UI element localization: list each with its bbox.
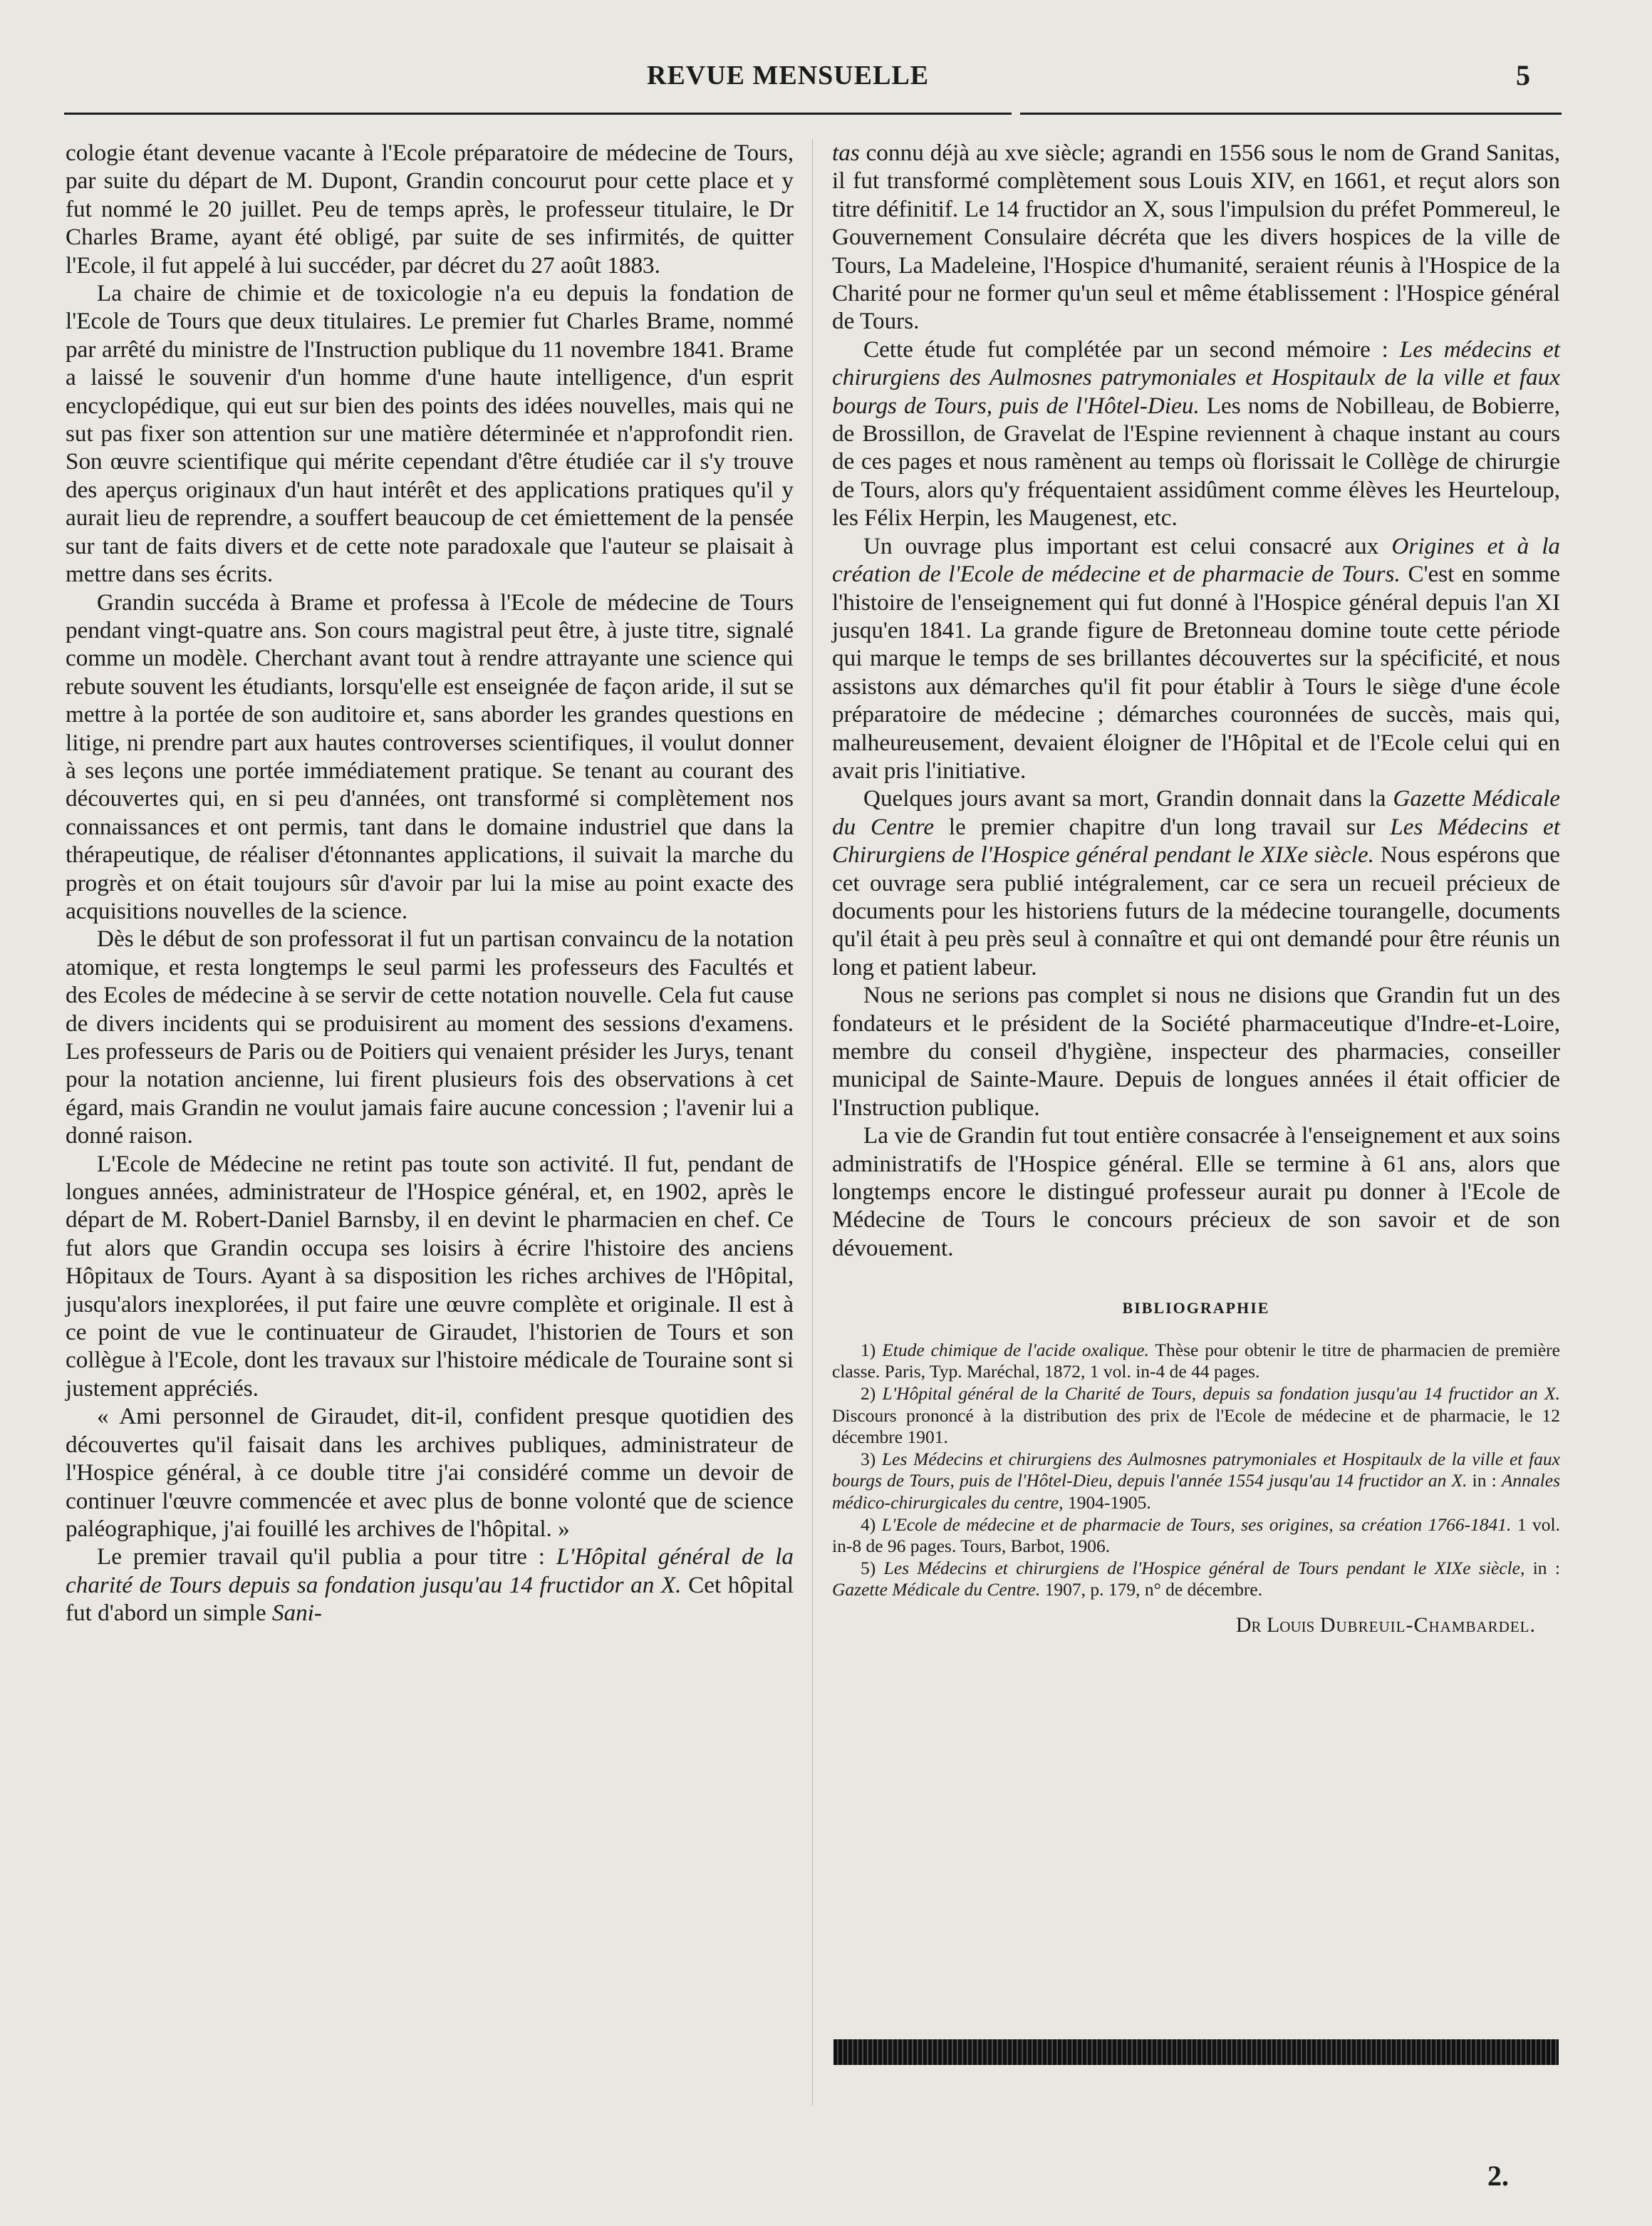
- journal-title: REVUE MENSUELLE: [647, 61, 930, 90]
- entry-number: 2): [861, 1383, 883, 1404]
- entry-title: L'Hôpital général de la Charité de Tours, depuis sa fondation jusqu'au 14 fructidor an X.: [882, 1383, 1560, 1404]
- bibliography-entry: [832, 1340, 1560, 1383]
- entry-source: Annales médico-chirurgicales du centre,: [832, 1470, 1560, 1513]
- author-prefix: Dr Louis: [1235, 1612, 1320, 1637]
- entry-text: in :: [1524, 1557, 1560, 1578]
- bibliography-entry: [832, 1449, 1560, 1514]
- text-run: Cette étude fut complétée par un second mémoire :: [863, 336, 1400, 363]
- paragraph: « Ami personnel de Giraudet, dit-il, confident presque quotidien des découvertes qu'il faisait dans les archives publiques, administrateur de l'Hospice général, à ce double titre j'ai considéré comme un devoir de continuer l'œuvre commencée et avec plus de bonne volonté que de science paléographique, j'ai fouillé les archives de l'hôpital. »: [66, 1403, 794, 1542]
- paragraph: [832, 532, 1560, 785]
- text-run: Un ouvrage plus important est celui consacré aux: [863, 532, 1392, 559]
- paragraph: cologie étant devenue vacante à l'Ecole préparatoire de médecine de Tours, par suite du départ de M. Dupont, Grandin concourut pour cette place et y fut nommé le 20 juillet. Peu de temps après, le professeur titulaire, le Dr Charles Brame, ayant été obligé, par suite de ses infirmités, de quitter l'Ecole, il fut appelé à lui succéder, par décret du 27 août 1883.: [66, 140, 794, 279]
- bibliography-entry: [832, 1383, 1560, 1449]
- paragraph: [66, 1543, 794, 1627]
- entry-text: 1904-1905.: [1063, 1492, 1151, 1513]
- text-run: connu déjà au xve siècle; agrandi en 1556 sous le nom de Grand Sanitas, il fut transformé complètement sous Louis XIV, en 1661, et reçut alors son titre définitif. Le 14 fructidor an X, sous l'impulsion du préfet Pommereul, le Gouvernement Consulaire décréta que les divers hospices de la ville de Tours, La Madeleine, l'Hospice d'humanité, seraient réunis à l'Hospice de la Charité pour ne former qu'un seul et même établissement : l'Hospice général de Tours.: [832, 140, 1560, 335]
- signature-mark: 2.: [1487, 2160, 1509, 2192]
- paragraph: [832, 336, 1560, 532]
- entry-title: L'Ecole de médecine et de pharmacie de Tours, ses origines, sa création 1766-1841.: [881, 1513, 1512, 1535]
- entry-number: 1): [861, 1339, 883, 1360]
- italic-run: Sani-: [271, 1600, 322, 1627]
- author-name: Dubreuil-Chambardel.: [1319, 1612, 1536, 1637]
- entry-title: Etude chimique de l'acide oxalique.: [882, 1339, 1149, 1360]
- text-run: Les noms de Nobilleau, de Bobierre, de Brossillon, de Gravelat de l'Espine reviennent à chaque instant au cours de ces pages et nous ramènent au temps où florissait le Collège de chirurgie de Tours, alors qu'y fréquentaient assidûment comme élèves les Heurteloup, les Félix Herpin, les Maugenest, etc.: [832, 392, 1560, 532]
- text-run: le premier chapitre d'un long travail sur: [934, 813, 1391, 840]
- header-rule-right: [1020, 113, 1562, 115]
- text-run: Nous espérons que cet ouvrage sera publié intégralement, car ce sera un recueil précieux de documents pour les historiens futurs de la médecine tourangelle, documents qu'il était à peu près seul à connaître et qui ont demandé pour être réunis un long et patient labeur.: [832, 842, 1560, 980]
- work-title: Origines et à la création de l'Ecole de médecine et de pharmacie de Tours.: [832, 532, 1561, 588]
- italic-run: tas: [832, 140, 860, 166]
- work-title: L'Hôpital général de la charité de Tours depuis sa fondation jusqu'au 14 fructidor an X.: [66, 1543, 794, 1598]
- paragraph: Grandin succéda à Brame et professa à l'Ecole de médecine de Tours pendant vingt-quatre ans. Son cours magistral peut être, à juste titre, signalé comme un modèle. Cherchant avant tout à rendre attrayante une science qui rebute souvent les étudiants, lorsqu'elle est enseignée de façon aride, il sut se mettre à la portée de son auditoire et, sans aborder les grandes questions en litige, ni prendre part aux hautes controverses scientifiques, il voulut donner à ses leçons une portée immédiatement pratique. Se tenant au courant des découvertes qui, en si peu d'années, ont transformé si complètement nos connaissances et ont permis, tant dans le domaine industriel que dans la thérapeutique, de réaliser d'étonnantes applications, il suivait la marche du progrès et on était toujours sûr d'avoir par lui la mise au point exacte des acquisitions nouvelles de la science.: [66, 589, 794, 924]
- entry-title: Les Médecins et chirurgiens des Aulmosnes patrymoniales et Hospitaulx de la ville et faux bourgs de Tours, puis de l'Hôtel-Dieu, depuis l'année 1554 jusqu'au 14 fructidor an X.: [832, 1448, 1561, 1491]
- column-separator: [812, 139, 813, 2106]
- paragraph: [832, 785, 1560, 981]
- bibliography-entry: [832, 1558, 1560, 1601]
- paragraph: Nous ne serions pas complet si nous ne disions que Grandin fut un des fondateurs et le président de la Société pharmaceutique d'Indre-et-Loire, membre du conseil d'hygiène, inspecteur des pharmacies, conseiller municipal de Sainte-Maure. Depuis de longues années il était officier de l'Instruction publique.: [832, 982, 1560, 1121]
- header-rule-left: [64, 113, 1012, 115]
- paragraph: Dès le début de son professorat il fut un partisan convaincu de la notation atomique, et resta longtemps le seul parmi les professeurs des Facultés et des Ecoles de médecine à se servir de cette notation nouvelle. Cela fut cause de divers incidents qui se produisirent au moment des sessions d'examens. Les professeurs de Paris ou de Poitiers qui venaient présider les Jurys, tenant pour la notation ancienne, lui firent plusieurs fois des observations à cet égard, mais Grandin ne voulut jamais faire aucune concession ; l'avenir lui a donné raison.: [66, 926, 794, 1149]
- entry-text: in :: [1467, 1470, 1502, 1491]
- entry-text: 1907, p. 179, n° de décembre.: [1040, 1579, 1263, 1600]
- bibliography: [832, 1298, 1560, 1601]
- text-run: Le premier travail qu'il publia a pour titre :: [97, 1543, 556, 1570]
- text-run: Quelques jours avant sa mort, Grandin donnait dans la: [863, 785, 1393, 812]
- entry-source: Gazette Médicale du Centre.: [832, 1579, 1041, 1600]
- work-title: Les médecins et chirurgiens des Aulmosnes patrymoniales et Hospitaulx de la ville et faux bourgs de Tours, puis de l'Hôtel-Dieu.: [832, 336, 1560, 419]
- text-run: Cet hôpital fut d'abord un simple: [66, 1571, 794, 1627]
- right-column: [832, 139, 1560, 1639]
- paragraph: La chaire de chimie et de toxicologie n'a eu depuis la fondation de l'Ecole de Tours que deux titulaires. Le premier fut Charles Brame, nommé par arrêté du ministre de l'Instruction publique du 11 novembre 1841. Brame a laissé le souvenir d'un homme d'une haute intelligence, d'un esprit encyclopédique, qui eut sur bien des points des idées nouvelles, mais qui ne sut pas fixer son attention sur une matière déterminée et n'approfondit rien. Son œuvre scientifique qui mérite cependant d'être étudiée car il s'y trouve des aperçus originaux d'un haut intérêt et des applications pratiques qu'il y aurait lieu de reprendre, a souffert beaucoup de cet émiettement de la pensée sur tant de faits divers et de cette note paradoxale que l'auteur se plaisait à mettre dans ses écrits.: [66, 280, 794, 588]
- bibliography-entry: [832, 1514, 1560, 1558]
- entry-number: 5): [861, 1557, 884, 1578]
- paragraph: [832, 139, 1560, 336]
- paragraph: L'Ecole de Médecine ne retint pas toute son activité. Il fut, pendant de longues années, administrateur de l'Hospice général, et, en 1902, après le départ de M. Robert-Daniel Barnsby, il en devint le pharmacien en chef. Ce fut alors que Grandin occupa ses loisirs à écrire l'histoire des anciens Hôpitaux de Tours. Ayant à sa disposition les riches archives de l'Hôpital, jusqu'alors inexplorées, il put faire une œuvre complète et originale. Il est à ce point de vue le continuateur de Giraudet, l'historien de Tours et son collègue à l'Ecole, dont les travaux sur l'histoire médicale de Touraine sont si justement appréciés.: [66, 1150, 794, 1402]
- author-signature: [832, 1611, 1560, 1639]
- entry-text: 1 vol. in-8 de 96 pages. Tours, Barbot, 1906.: [832, 1513, 1560, 1557]
- bibliography-title: BIBLIOGRAPHIE: [1122, 1299, 1270, 1318]
- text-run: C'est en somme l'histoire de l'enseignement qui fut donné à l'Hospice général depuis l'an XI jusqu'en 1841. La grande figure de Bretonneau domine toute cette période qui marque le temps de ses brillantes découvertes sur la spécificité, et nous assistons aux démarches qu'il fit pour établir à Tours le siège d'une école préparatoire de médecine ; démarches couronnées de succès, mais qui, malheureusement, devaient éloigner de l'Hôpital et de l'Ecole celui qui en avait pris l'initiative.: [832, 561, 1560, 784]
- entry-number: 3): [861, 1448, 882, 1469]
- work-title: Les Médecins et Chirurgiens de l'Hospice général pendant le XIXe siècle.: [832, 813, 1561, 869]
- paragraph: La vie de Grandin fut tout entière consacrée à l'enseignement et aux soins administratifs de l'Hospice général. Elle se termine à 61 ans, alors que longtemps encore le distingué professeur aurait pu donner à l'Ecole de Médecine de Tours le concours précieux de son savoir et de son dévouement.: [832, 1122, 1560, 1261]
- left-column: [66, 139, 794, 1627]
- work-title: Gazette Médicale du Centre: [832, 785, 1561, 840]
- entry-title: Les Médecins et chirurgiens de l'Hospice général de Tours pendant le XIXe siècle,: [883, 1557, 1525, 1578]
- entry-text: Discours prononcé à la distribution des prix de l'Ecole de médecine et de pharmacie, le 12 décembre 1901.: [832, 1404, 1560, 1448]
- entry-text: Thèse pour obtenir le titre de pharmacien de première classe. Paris, Typ. Maréchal, 1872, 1 vol. in-4 de 44 pages.: [832, 1339, 1560, 1382]
- decorative-bar: [833, 2039, 1559, 2065]
- running-header: [0, 60, 1652, 103]
- page-number: 5: [1516, 59, 1530, 91]
- entry-number: 4): [861, 1513, 882, 1535]
